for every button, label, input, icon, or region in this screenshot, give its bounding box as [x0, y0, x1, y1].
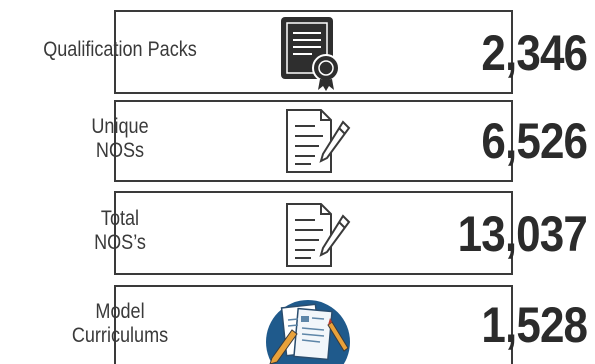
stat-row-unique-nos	[0, 95, 595, 187]
stat-label: Unique NOSs	[91, 115, 149, 162]
document-pen-icon	[283, 106, 355, 181]
certificate-document-icon	[278, 14, 348, 99]
stat-value: 13,037	[457, 206, 587, 262]
stat-row-total-nos	[0, 187, 595, 282]
stat-row-qualification-packs	[0, 0, 595, 95]
stat-value: 1,528	[481, 297, 587, 353]
stat-label: Qualification Packs	[43, 38, 197, 61]
stat-value: 6,526	[481, 113, 587, 169]
stat-value: 2,346	[481, 25, 587, 81]
stat-row-model-curriculums	[0, 282, 595, 364]
stat-label: Model Curriculums	[71, 300, 169, 347]
curriculum-documents-icon	[258, 292, 358, 364]
document-pen-icon	[283, 200, 355, 275]
stat-label: Total NOS’s	[94, 207, 146, 254]
